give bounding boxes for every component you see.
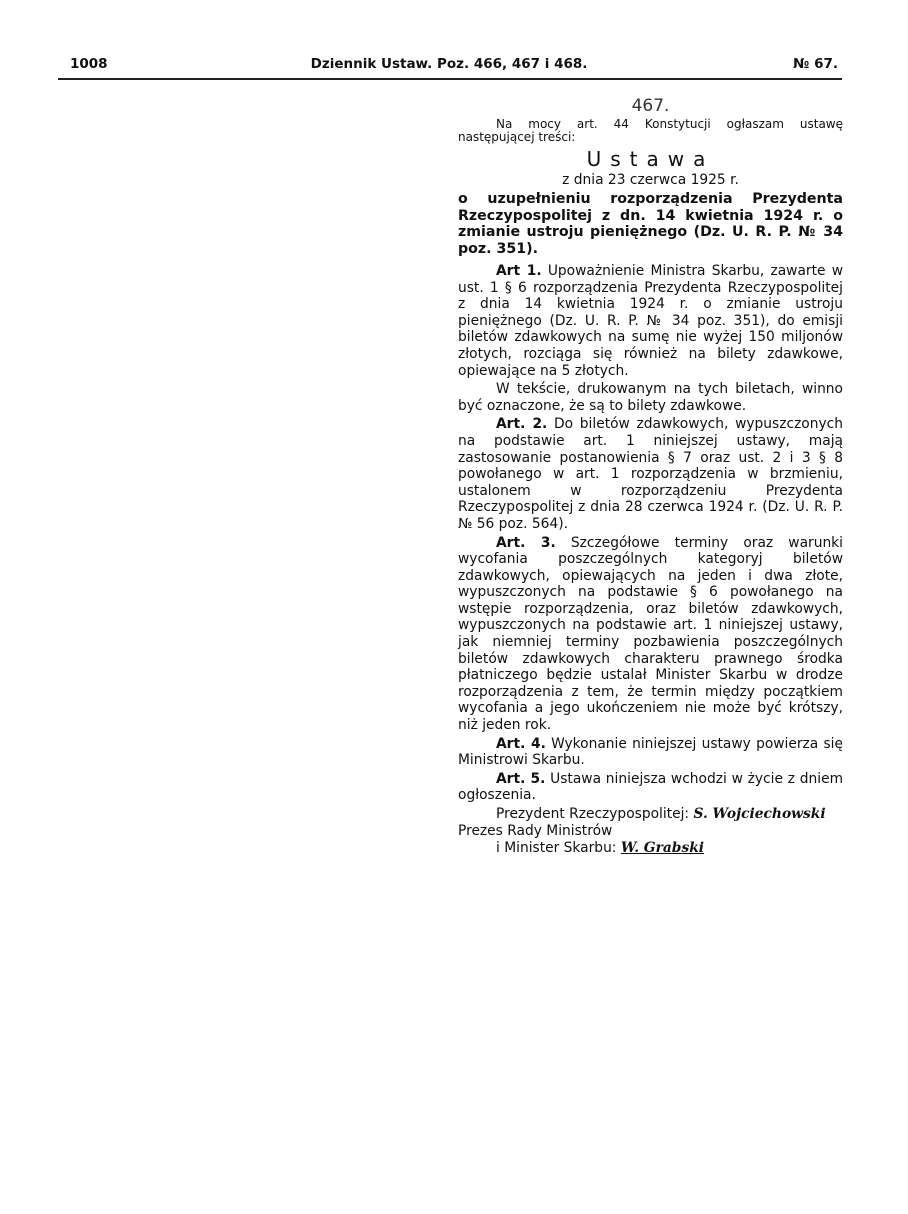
article-1-paragraph-2: W tekście, drukowanym na tych biletach, winno być oznaczone, że są to bilety zdawkowe. [458, 381, 843, 414]
article-text: Ustawa niniejsza wchodzi w życie z dniem ogłoszenia. [458, 770, 844, 804]
article-1 [458, 263, 843, 379]
article-label: Art. 4. [496, 735, 546, 752]
article-label: Art 1. [496, 263, 542, 279]
article-text: Wykonanie niniejszej ustawy powierza się Ministrowi Skarbu. [458, 735, 843, 769]
act-intro: Na mocy art. 44 Konstytucji ogłaszam ustawę następującej treści: [458, 117, 843, 144]
president-name: S. Wojciechowski [693, 806, 826, 822]
article-label: Art. 3. [496, 534, 556, 551]
article-4 [458, 736, 843, 769]
journal-title: Dziennik Ustaw. Poz. 466, 467 i 468. [310, 56, 588, 72]
article-text: Szczegółowe terminy oraz warunki wycofania poszczególnych kategoryj biletów zdawkowych, opiewających na jeden i dwa złote, wypuszczonych na podstawie § 6 powołanego na wstępie rozporządzenia, oraz biletów zdawkowych, wypuszczonych na podstawie art. 1 niniejszej ustawy, jak niemniej terminy pozbawienia poszczególnych biletów zdawkowych charakteru prawnego środka płatniczego będzie ustalał Minister Skarbu w drodze rozporządzenia z tem, że termin między początkiem wycofania a jego ukończeniem nie może być krótszy, niż jeden rok. [458, 534, 844, 734]
signature-prime-minister [458, 823, 843, 840]
article-label: Art. 2. [496, 416, 548, 433]
article-3 [458, 535, 843, 734]
article-text: Upoważnienie Ministra Skarbu, zawarte w ust. 1 § 6 rozporządzenia Prezydenta Rzeczypospolitej z dnia 14 kwietnia 1924 r. o zmianie ustroju pieniężnego (Dz. U. R. P. № 34 poz. 351), do emisji biletów zdawkowych na sumę nie wyżej 150 miljonów złotych, rozciąga się również na bilety zdawkowe, opiewające na 5 złotych. [458, 263, 843, 379]
issue-number: № 67. [793, 56, 838, 72]
president-label: Prezydent Rzeczypospolitej: [496, 806, 690, 822]
act-date: z dnia 23 czerwca 1925 r. [562, 172, 739, 188]
finance-minister-name: W. Grabski [620, 840, 705, 856]
article-2 [458, 416, 843, 532]
article-label: Art. 5. [496, 770, 546, 787]
page-header [58, 56, 840, 78]
signature-finance-minister [458, 840, 843, 857]
finance-minister-label: i Minister Skarbu: [496, 840, 617, 856]
article-text: Do biletów zdawkowych, wypuszczonych na podstawie art. 1 niniejszej ustawy, mają zastosowanie postanowienia § 7 oraz ust. 2 i 3 § 8 powołanego w art. 1 rozporządzenia w brzmieniu, ustalonem w rozporządzeniu Prezydenta Rzeczypospolitej z dnia 28 czerwca 1924 r. (Dz. U. R. P. № 56 poz. 564). [458, 416, 843, 532]
header-rule [58, 78, 842, 80]
article-5 [458, 771, 843, 804]
signature-president [458, 806, 843, 823]
page-number: 1008 [70, 56, 108, 72]
act-subject: o uzupełnieniu rozporządzenia Prezydenta Rzeczypospolitej z dn. 14 kwietnia 1924 r. o zmianie ustroju pieniężnego (Dz. U. R. P. № 34 poz. 351). [458, 191, 843, 257]
prime-minister-label: Prezes Rady Ministrów [458, 823, 613, 839]
act-title: Ustawa [586, 147, 715, 171]
act-column [458, 96, 843, 857]
act-number: 467. [631, 96, 670, 116]
